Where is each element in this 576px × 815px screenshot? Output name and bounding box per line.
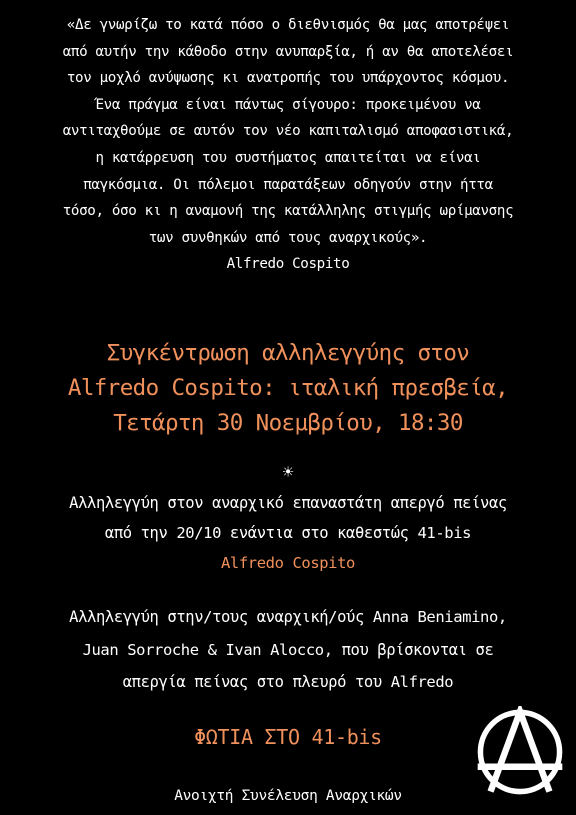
quote-line: Ένα πράγμα είναι πάντως σίγουρο: προκειμένου να: [95, 96, 481, 113]
slogan: ΦΩΤΙΑ ΣΤΟ 41-bis: [194, 725, 382, 749]
sun-icon: ☀: [282, 462, 294, 483]
quote-line: τόσο, όσο κι η αναμονή της κατάλληλης στιγμής ωρίμανσης: [62, 203, 514, 220]
solidarity-line-2: από την 20/10 ενάντια στο καθεστώς 41-bis: [104, 524, 472, 542]
solidarity-name: Alfredo Cospito: [221, 554, 355, 572]
quote-line: των συνθηκών από τους αναρχικούς».: [148, 229, 428, 246]
quote-line: «Δε γνωρίζω το κατά πόσο ο διεθνισμός θα μας αποτρέψει: [66, 17, 510, 33]
solidarity-line-1: Αλληλεγγύη στον αναρχικό επαναστάτη απεργό πείνας: [69, 494, 507, 512]
quote-block: [0, 12, 576, 278]
quote-author: Alfredo Cospito: [226, 256, 350, 273]
solidarity2-line-2: Juan Sorroche & Ivan Alocco, που βρίσκονται σε: [82, 640, 494, 659]
headline-line-3: Τετάρτη 30 Νοεμβρίου, 18:30: [113, 410, 463, 436]
quote-line: παγκόσμια. Οι πόλεμοι παρατάξεων οδηγούν στην ήττα: [83, 176, 493, 193]
solidarity2-line-3: απεργία πείνας στο πλευρό του Alfredo: [122, 673, 454, 691]
circle-a-anarchy-icon: [474, 706, 566, 798]
headline-line-1: Συγκέντρωση αλληλεγγύης στον: [106, 340, 470, 366]
solidarity-block: [0, 488, 576, 578]
headline-line-2: Alfredo Cospito: ιταλική πρεσβεία,: [67, 375, 509, 401]
quote-line: η κατάρρευση του συστήματος απαιτείται να είναι: [95, 149, 481, 166]
quote-line: τον μοχλό ανύψωσης κι ανατροπής του υπάρχοντος κόσμου.: [66, 70, 510, 87]
quote-line: αντιταχθούμε σε αυτόν τον νέο καπιταλισμό αποφασιστικά,: [62, 123, 514, 140]
solidarity2-line-1: Αλληλεγγύη στην/τους αναρχική/ούς Anna Beniamino,: [69, 608, 507, 626]
signature: Ανοιχτή Συνέλευση Αναρχικών: [174, 788, 402, 804]
solidarity-block-2: [0, 601, 576, 699]
event-headline: [0, 336, 576, 441]
quote-line: από αυτήν την κάθοδο στην ανυπαρξία, ή αν θα αποτελέσει: [62, 43, 514, 60]
